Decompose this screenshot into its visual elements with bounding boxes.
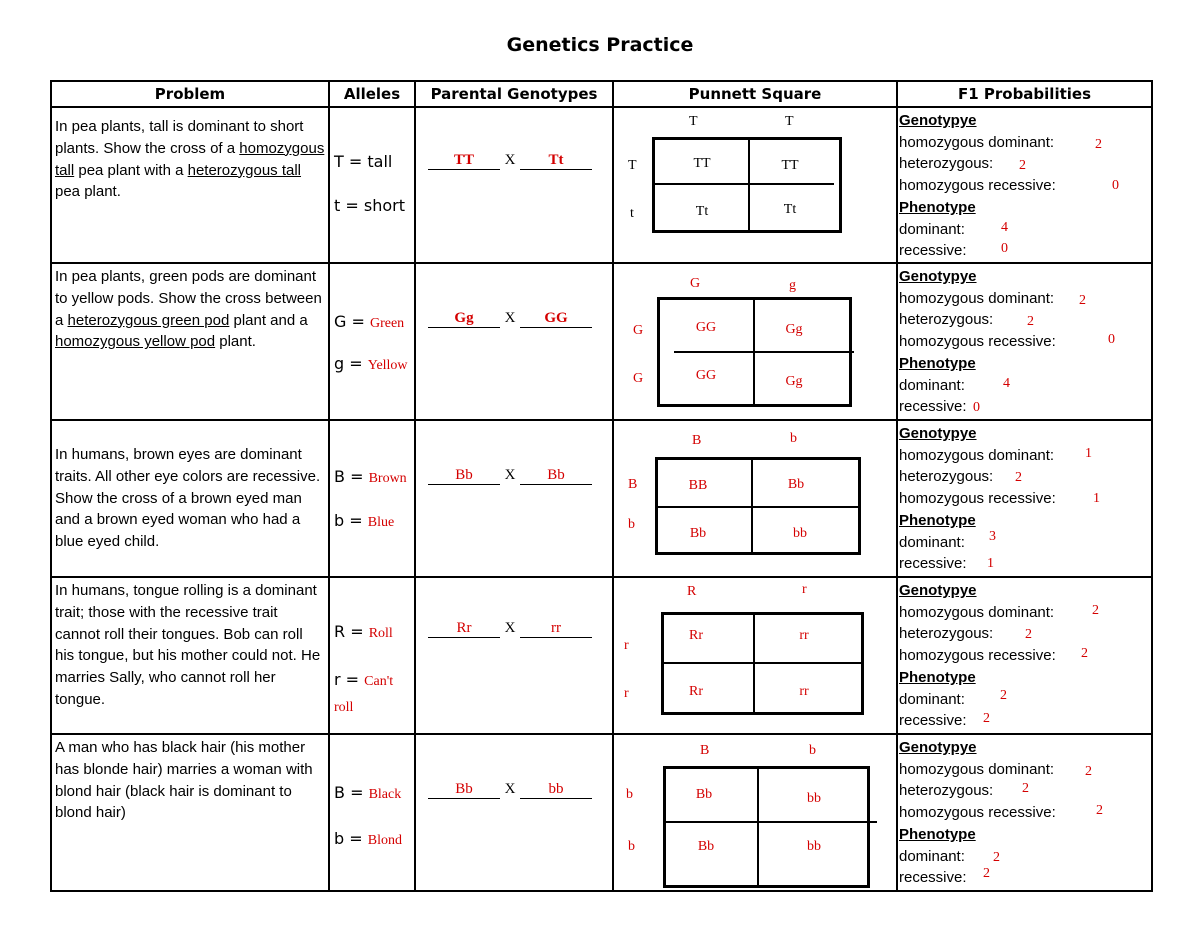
parental-genotypes-cell [415, 577, 613, 734]
punnett-cell [613, 734, 897, 891]
table-row [51, 263, 1152, 420]
f1-probabilities: Genotypye homozygous dominant: 2 heterozygous: 2 homozygous recessive: 2 Phenotype dominant: 2 recessive: 2 [898, 578, 1151, 732]
problem-cell [51, 577, 329, 734]
parent-1-genotype: Rr [428, 620, 500, 638]
punnett-top-allele: b [790, 431, 797, 446]
het-value: 2 [1015, 470, 1022, 486]
f1-probabilities: Genotypye homozygous dominant: 2 heterozygous: 2 homozygous recessive: 0 Phenotype dominant: 4 recessive: 0 [898, 108, 1151, 262]
punnett-top-allele: R [687, 584, 697, 599]
problem-text: In humans, brown eyes are dominant traits. All other eye colors are recessive. Show the cross of a brown eyed man and a brown eyed woman who had a blue eyed child. [55, 446, 321, 551]
dominant-value: 4 [1001, 219, 1008, 235]
table-row [51, 577, 1152, 734]
punnett-cell-value: Rr [689, 628, 703, 643]
f1-probabilities: Genotypye homozygous dominant: 2 heterozygous: 2 homozygous recessive: 0 Phenotype dominant: 4 recessive: 0 [898, 264, 1151, 418]
allele-dominant: G = Green [334, 312, 405, 331]
het-value: 2 [1019, 158, 1026, 174]
alleles-cell [329, 734, 415, 891]
genetics-table [50, 80, 1153, 892]
het-value: 2 [1025, 627, 1032, 643]
punnett-side-allele: b [628, 839, 635, 854]
dominant-value: 3 [989, 528, 996, 544]
parent-2-genotype: Bb [520, 467, 592, 485]
punnett-side-allele: T [628, 158, 637, 173]
parent-1-genotype: Bb [428, 781, 500, 799]
punnett-side-allele: b [628, 517, 635, 532]
problem-cell [51, 734, 329, 891]
punnett-grid [663, 766, 870, 888]
f1-cell [897, 263, 1152, 420]
punnett-divider [757, 768, 759, 886]
problem-cell [51, 263, 329, 420]
recessive-value: 2 [983, 711, 990, 727]
parent-2-genotype: GG [520, 310, 592, 328]
parental-genotypes-cell [415, 263, 613, 420]
genotype-heading: Genotypye [899, 739, 977, 756]
allele-dominant: B = Brown [334, 467, 407, 486]
hom-rec-value: 1 [1093, 491, 1100, 507]
header-alleles: Alleles [329, 81, 415, 107]
allele-recessive: r = Can't roll [334, 670, 394, 715]
f1-cell [897, 107, 1152, 263]
punnett-top-allele: T [689, 114, 698, 129]
punnett-side-allele: r [624, 686, 629, 701]
hom-rec-value: 0 [1108, 332, 1115, 348]
punnett-cell-value: bb [793, 526, 807, 541]
allele-dominant: R = Roll [334, 622, 393, 641]
punnett-cell-value: Gg [785, 322, 803, 337]
punnett-cell-value: BB [688, 478, 708, 493]
punnett-side-allele: b [626, 787, 633, 802]
genotype-heading: Genotypye [899, 112, 977, 129]
punnett-cell-value: rr [799, 628, 809, 643]
table-row [51, 420, 1152, 577]
parental-cross: Rr X rr [428, 620, 592, 638]
punnett-cell [613, 263, 897, 420]
parent-2-genotype: Tt [520, 152, 592, 170]
punnett-side-allele: G [633, 323, 644, 338]
hom-dom-value: 2 [1085, 763, 1092, 779]
problem-text: A man who has black hair (his mother has blonde hair) marries a woman with blond hair (black hair is dominant to blond hair) [55, 739, 313, 822]
header-parental-genotypes: Parental Genotypes [415, 81, 613, 107]
phenotype-heading: Phenotype [899, 198, 976, 216]
parental-genotypes-cell [415, 734, 613, 891]
parental-genotypes-cell [415, 107, 613, 263]
problem-text: In pea plants, green pods are dominant to yellow pods. Show the cross between a heterozygous green pod plant and a homozygous yellow pod plant. [55, 268, 322, 351]
punnett-side-allele: r [624, 638, 629, 653]
header-f1-probabilities: F1 Probabilities [897, 81, 1152, 107]
allele-recessive: b = Blue [334, 511, 395, 530]
punnett-top-allele: r [802, 582, 807, 597]
parent-1-genotype: Bb [428, 467, 500, 485]
punnett-side-allele: B [628, 477, 638, 492]
punnett-divider [654, 183, 834, 185]
alleles-cell [329, 577, 415, 734]
phenotype-heading: Phenotype [899, 511, 976, 529]
header-row [51, 81, 1152, 107]
table-row [51, 107, 1152, 263]
problem-text: In pea plants, tall is dominant to short plants. Show the cross of a homozygous tall pea plant with a heterozygous tall pea plant. [55, 118, 325, 201]
allele-recessive: t = short [334, 196, 405, 215]
page-title: Genetics Practice [506, 34, 694, 56]
parental-cross: Gg X GG [428, 310, 592, 328]
f1-cell [897, 734, 1152, 891]
problem-cell [51, 107, 329, 263]
punnett-cell-value: GG [695, 368, 717, 383]
phenotype-heading: Phenotype [899, 825, 976, 843]
alleles-cell [329, 420, 415, 577]
problem-text: In humans, tongue rolling is a dominant trait; those with the recessive trait cannot roll their tongues. Bob can roll his tongue, but his mother could not. He marries Sally, who cannot roll her tongue. [55, 582, 321, 708]
punnett-top-allele: B [700, 743, 710, 758]
hom-dom-value: 1 [1085, 445, 1092, 461]
recessive-value: 1 [987, 556, 994, 572]
punnett-cell-value: bb [807, 839, 821, 854]
het-value: 2 [1022, 781, 1029, 797]
allele-dominant: B = Black [334, 783, 402, 802]
header-problem: Problem [51, 81, 329, 107]
punnett-cell [613, 577, 897, 734]
problem-cell [51, 420, 329, 577]
het-value: 2 [1027, 314, 1034, 330]
punnett-top-allele: T [785, 114, 794, 129]
genotype-heading: Genotypye [899, 268, 977, 285]
phenotype-heading: Phenotype [899, 354, 976, 372]
hom-rec-value: 0 [1112, 178, 1119, 194]
dominant-value: 2 [993, 849, 1000, 865]
alleles-cell [329, 263, 415, 420]
table-row [51, 734, 1152, 891]
punnett-side-allele: G [633, 371, 644, 386]
punnett-divider [663, 662, 862, 664]
punnett-divider [657, 506, 859, 508]
punnett-top-allele: G [690, 276, 701, 291]
dominant-value: 4 [1003, 375, 1010, 391]
parental-genotypes-cell [415, 420, 613, 577]
f1-cell [897, 577, 1152, 734]
parent-1-genotype: TT [428, 152, 500, 170]
hom-dom-value: 2 [1095, 136, 1102, 152]
allele-dominant: T = tall [334, 152, 393, 171]
punnett-cell-value: Bb [695, 787, 713, 802]
punnett-cell-value: Bb [697, 839, 715, 854]
punnett-top-allele: B [692, 433, 702, 448]
punnett-cell-value: GG [695, 320, 717, 335]
punnett-side-allele: t [630, 206, 634, 221]
punnett-cell-value: Rr [689, 684, 703, 699]
parent-2-genotype: bb [520, 781, 592, 799]
allele-recessive: b = Blond [334, 829, 402, 848]
punnett-divider [665, 821, 877, 823]
f1-probabilities: Genotypye homozygous dominant: 2 heterozygous: 2 homozygous recessive: 2 Phenotype dominant: 2 recessive: 2 [898, 735, 1151, 889]
hom-dom-value: 2 [1079, 292, 1086, 308]
punnett-cell [613, 420, 897, 577]
punnett-cell [613, 107, 897, 263]
f1-probabilities: Genotypye homozygous dominant: 1 heterozygous: 2 homozygous recessive: 1 Phenotype dominant: 3 recessive: 1 [898, 421, 1151, 575]
f1-cell [897, 420, 1152, 577]
parental-cross: Bb X bb [428, 781, 592, 799]
punnett-top-allele: g [789, 278, 796, 293]
header-punnett-square: Punnett Square [613, 81, 897, 107]
parental-cross: Bb X Bb [428, 467, 592, 485]
genotype-heading: Genotypye [899, 582, 977, 599]
punnett-divider [674, 351, 854, 353]
recessive-value: 0 [973, 400, 980, 416]
punnett-cell-value: Tt [783, 202, 797, 217]
punnett-cell-value: bb [807, 791, 821, 806]
punnett-cell-value: rr [799, 684, 809, 699]
allele-recessive: g = Yellow [334, 354, 408, 373]
parental-cross: TT X Tt [428, 152, 592, 170]
recessive-value: 0 [1001, 241, 1008, 257]
parent-2-genotype: rr [520, 620, 592, 638]
alleles-cell [329, 107, 415, 263]
punnett-cell-value: Tt [695, 204, 709, 219]
recessive-value: 2 [983, 866, 990, 882]
hom-dom-value: 2 [1092, 602, 1099, 618]
punnett-cell-value: TT [693, 156, 711, 171]
dominant-value: 2 [1000, 687, 1007, 703]
punnett-top-allele: b [809, 743, 816, 758]
punnett-cell-value: Bb [689, 526, 707, 541]
punnett-cell-value: Bb [787, 477, 805, 492]
parent-1-genotype: Gg [428, 310, 500, 328]
genotype-heading: Genotypye [899, 425, 977, 442]
hom-rec-value: 2 [1081, 646, 1088, 662]
punnett-cell-value: TT [781, 158, 799, 173]
punnett-cell-value: Gg [785, 374, 803, 389]
hom-rec-value: 2 [1096, 803, 1103, 819]
phenotype-heading: Phenotype [899, 668, 976, 686]
